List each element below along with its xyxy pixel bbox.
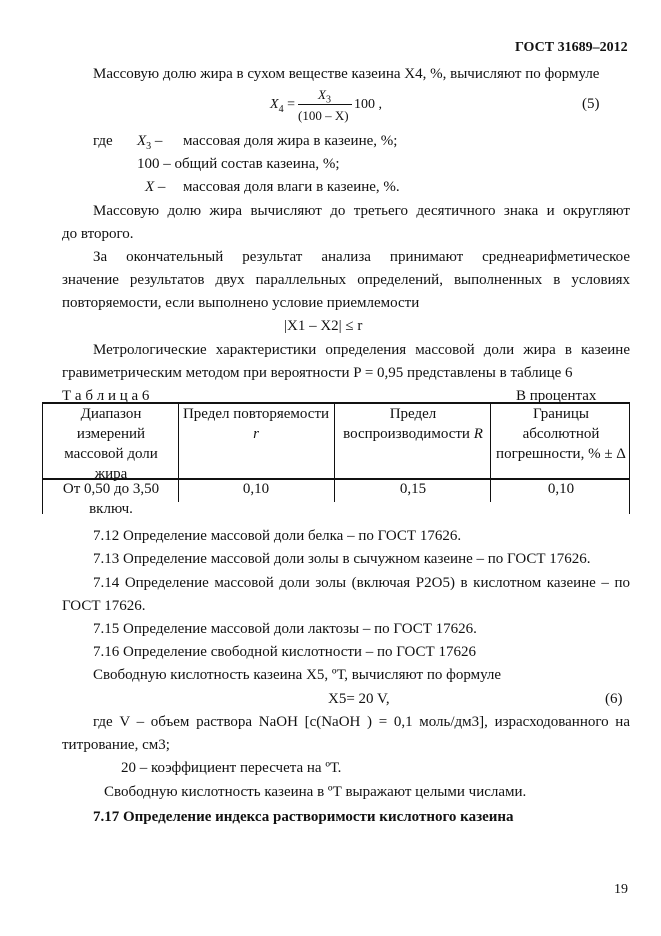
formula-5-lhs: $X_4$ = <box>270 97 295 115</box>
table-header-reproducibility: Предел воспроизводимости R <box>343 406 483 442</box>
table-header-error: Границы абсолютной погрешности, % ± Δ <box>496 406 626 462</box>
section-7-14-cont: ГОСТ 17626. <box>62 598 146 614</box>
table-header-repeatability: Предел повторяемости r <box>182 406 330 442</box>
section-7-14: 7.14 Определение массовой доли золы (включая P2O5) в кислотном казеине – по <box>93 575 630 591</box>
table-divider-1 <box>178 402 179 502</box>
where-item-x: X – <box>145 179 166 195</box>
section-7-12: 7.12 Определение массовой доли белка – по ГОСТ 17626. <box>93 528 462 544</box>
table-header-range: Диапазон измерений массовой доли жира <box>64 406 158 482</box>
table-cell-error: 0,10 <box>547 481 575 497</box>
document-header: ГОСТ 31689–2012 <box>515 40 628 55</box>
acidity-intro: Свободную кислотность казеина X5, ºТ, вычисляют по формуле <box>93 667 502 683</box>
section-7-16: 7.16 Определение свободной кислотности – по ГОСТ 17626 <box>93 644 476 660</box>
table-left-border <box>42 402 43 514</box>
table-units: В процентах <box>516 388 597 404</box>
metrology-line-2: гравиметрическим методом при вероятности P = 0,95 представлены в таблице 6 <box>62 365 573 381</box>
rounding-line-2: до второго. <box>62 226 134 242</box>
where2-line-3: 20 – коэффициент пересчета на ºТ. <box>121 760 342 776</box>
table-cell-reproducibility: 0,15 <box>399 481 427 497</box>
table-divider-2 <box>334 402 335 502</box>
acidity-result: Свободную кислотность казеина в ºТ выражают целыми числами. <box>104 784 527 800</box>
formula-5-multiplier: 100 , <box>354 97 382 112</box>
where-item-x3: $X_3$ – <box>137 133 163 152</box>
table-divider-3 <box>490 402 491 502</box>
formula-6-number: (6) <box>605 691 623 707</box>
formula-5-denominator: (100 – X) <box>298 108 349 123</box>
result-line-1: За окончательный результат анализа принимают среднеарифметическое <box>93 249 630 265</box>
formula-6: X5= 20 V, <box>328 691 390 707</box>
where-word: где <box>93 133 113 149</box>
where-item-100: 100 – общий состав казеина, %; <box>137 156 340 172</box>
page-number: 19 <box>614 882 628 897</box>
where2-line-2: титрование, см3; <box>62 737 170 753</box>
table-caption: Т а б л и ц а 6 <box>62 388 150 404</box>
section-7-15: 7.15 Определение массовой доли лактозы – по ГОСТ 17626. <box>93 621 477 637</box>
where-item-x3-text: массовая доля жира в казеине, %; <box>183 133 398 149</box>
section-7-13: 7.13 Определение массовой доли золы в сычужном казеине – по ГОСТ 17626. <box>93 551 591 567</box>
formula-5-numerator: $X_3$ <box>318 87 331 106</box>
result-line-2: значение результатов двух параллельных определений, выполненных в условиях <box>62 272 630 288</box>
table-cell-range: От 0,50 до 3,50 включ. <box>62 481 160 517</box>
where-item-x-text: массовая доля влаги в казеине, %. <box>183 179 400 195</box>
where2-line-1: где V – объем раствора NaOH [с(NaOH ) = 0,1 моль/дм3], израсходованного на <box>93 714 630 730</box>
table-cell-repeatability: 0,10 <box>242 481 270 497</box>
table-right-border <box>629 402 630 514</box>
result-line-3: повторяемости, если выполнено условие приемлемости <box>62 295 420 311</box>
acceptability-condition: |X1 – X2| ≤ r <box>284 318 363 334</box>
section-7-17-heading: 7.17 Определение индекса растворимости кислотного казеина <box>93 809 514 825</box>
rounding-line-1: Массовую долю жира вычисляют до третьего десятичного знака и округляют <box>93 203 630 219</box>
metrology-line-1: Метрологические характеристики определения массовой доли жира в казеине <box>93 342 630 358</box>
formula-intro-text: Массовую долю жира в сухом веществе казеина X4, %, вычисляют по формуле <box>93 66 600 82</box>
formula-5-number: (5) <box>582 96 600 112</box>
